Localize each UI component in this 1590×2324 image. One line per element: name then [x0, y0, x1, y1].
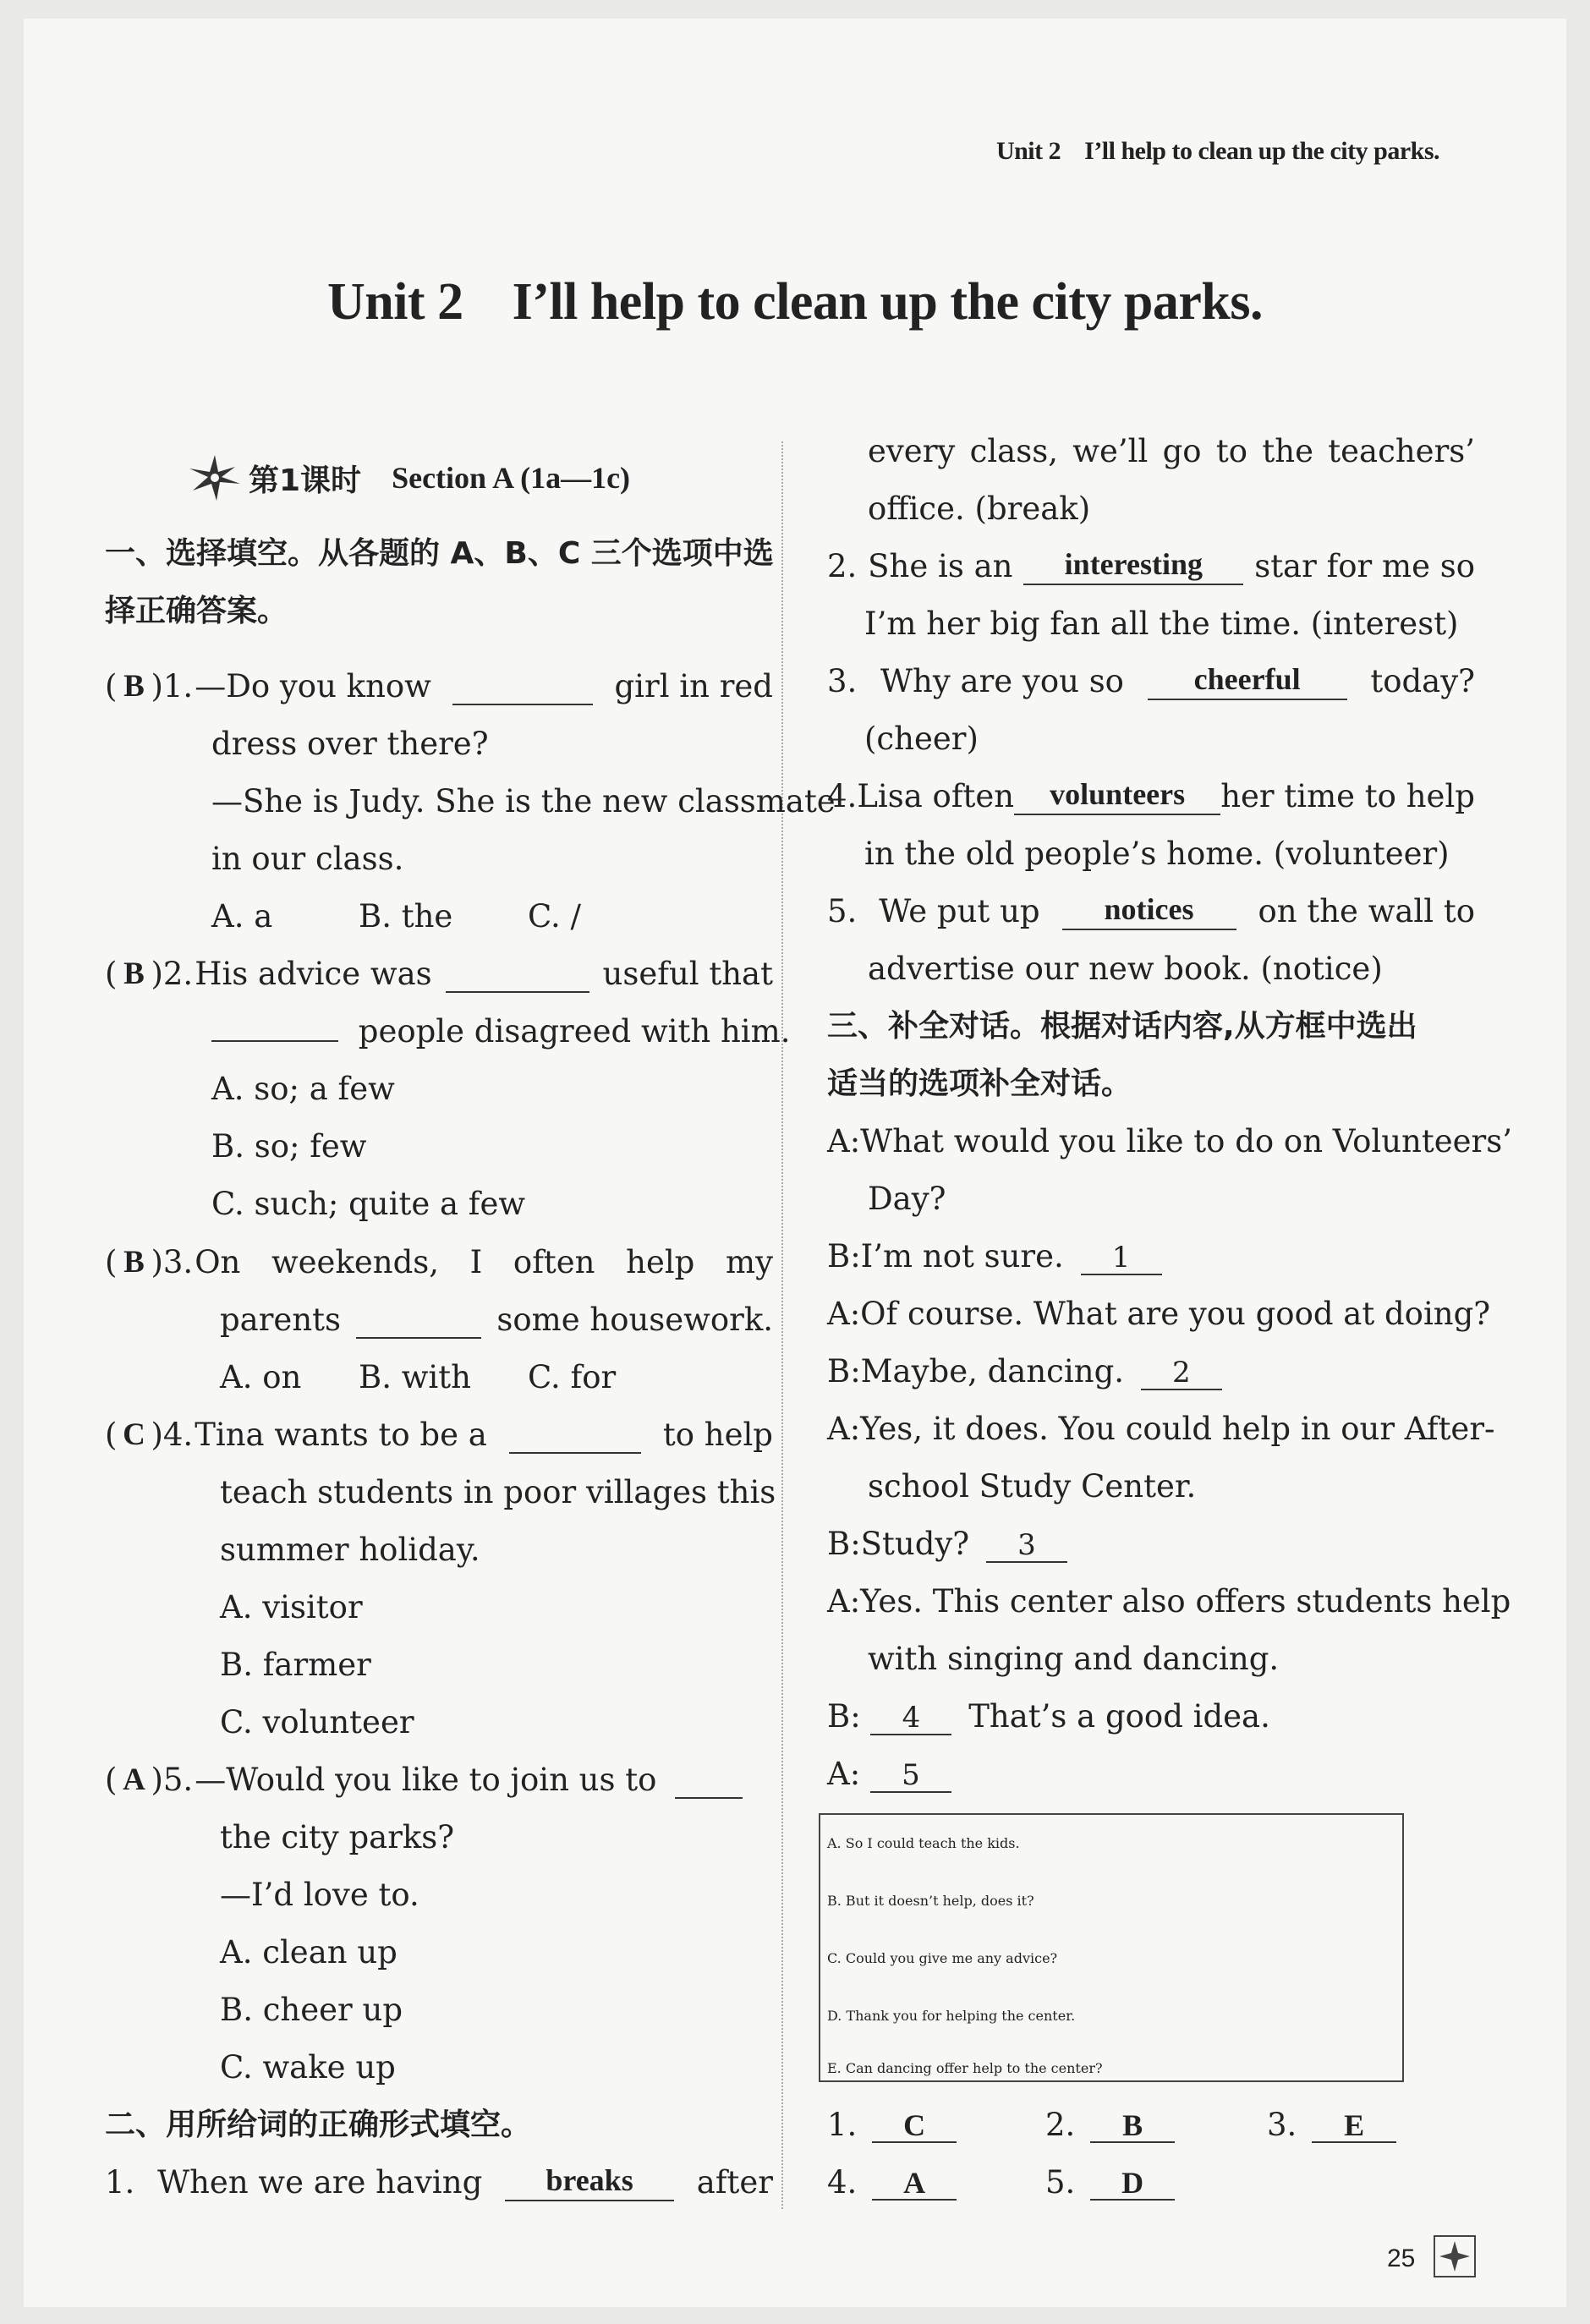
- question-5: ( A )5. —Would you like to join us to: [105, 1762, 773, 1799]
- blank-4[interactable]: [509, 1417, 641, 1454]
- question-number: 3.: [1267, 2107, 1297, 2143]
- dialogue-line: [827, 1526, 1067, 1563]
- question-number: 5.: [827, 893, 858, 929]
- option-a[interactable]: A. so; a few: [211, 1071, 395, 1107]
- text-segment: B:I’m not sure.: [827, 1238, 1064, 1274]
- text-segment: B:Study?: [827, 1526, 970, 1562]
- text-line: (cheer): [864, 721, 979, 757]
- text-segment: useful that: [602, 956, 773, 992]
- text-segment: star for me so: [1254, 548, 1475, 584]
- question-number: 1.: [105, 2164, 135, 2201]
- answer-3: B: [123, 1245, 145, 1280]
- option-c[interactable]: C. wake up: [220, 2049, 396, 2086]
- left-column: [24, 19, 836, 2307]
- dialogue-blank-2[interactable]: 2: [1141, 1357, 1222, 1390]
- dialogue-blank-5[interactable]: 5: [870, 1759, 951, 1793]
- question-2-line2: [211, 1013, 790, 1050]
- text-segment: She is an: [868, 548, 1013, 584]
- question-4-text: [195, 1417, 773, 1454]
- question-number: )5.: [151, 1762, 194, 1798]
- text-segment: some housework.: [496, 1302, 773, 1338]
- text-segment: When we are having: [157, 2164, 483, 2201]
- dialogue-line: A:Yes. This center also offers students help: [827, 1583, 1511, 1620]
- text-segment: His advice was: [195, 956, 432, 992]
- box-option-a: A. So I could teach the kids.: [827, 1835, 1020, 1851]
- text-segment: after: [696, 2164, 773, 2201]
- question-number: 1.: [827, 2107, 858, 2143]
- question-3-text: On weekends, I often help my: [195, 1244, 773, 1280]
- answer-item-1: [827, 2107, 957, 2144]
- part1-heading: 一、选择填空。从各题的 A、B、C 三个选项中选: [105, 536, 774, 571]
- fill-answer-4[interactable]: volunteers: [1014, 778, 1220, 815]
- blank-3[interactable]: [356, 1302, 481, 1339]
- text-segment: people disagreed with him.: [358, 1013, 791, 1050]
- page-corner-icon: [1433, 2234, 1477, 2278]
- text-segment: B:Maybe, dancing.: [827, 1353, 1125, 1389]
- text-segment: Tina wants to be a: [195, 1417, 487, 1453]
- dialogue-blank-3[interactable]: 3: [986, 1529, 1067, 1563]
- text-segment: Lisa often: [857, 778, 1015, 814]
- option-c[interactable]: C. /: [528, 898, 581, 935]
- dialogue-line: [827, 1756, 951, 1793]
- option-a[interactable]: A. visitor: [220, 1589, 363, 1625]
- text-segment: —Do you know: [195, 668, 431, 704]
- text-segment: Why are you so: [880, 663, 1124, 699]
- dialogue-line: [827, 1698, 1270, 1735]
- text-line: I’m her big fan all the time. (interest): [864, 606, 1459, 642]
- text-line: —I’d love to.: [220, 1877, 419, 1913]
- question-3: ( B )3. On weekends, I often help my: [105, 1244, 773, 1280]
- running-head-title: I’ll help to clean up the city parks.: [1084, 137, 1439, 165]
- option-a[interactable]: A. on: [220, 1359, 302, 1395]
- text-segment: today?: [1370, 663, 1475, 699]
- text-line: office. (break): [868, 491, 1091, 527]
- question-2-text: [195, 956, 773, 993]
- text-segment: on the wall to: [1258, 893, 1475, 929]
- box-option-b: B. But it doesn’t help, does it?: [827, 1893, 1034, 1909]
- answer-item-3: [1267, 2107, 1396, 2144]
- fill-answer-5[interactable]: notices: [1062, 893, 1236, 930]
- fill-5: [827, 893, 1475, 930]
- fill-4: [827, 778, 1475, 815]
- running-head-unit: Unit 2: [995, 137, 1061, 165]
- question-1: ( B )1. —Do you know girl in red: [105, 668, 773, 704]
- text-line: the city parks?: [220, 1819, 455, 1855]
- question-number: 4.: [827, 778, 858, 814]
- answer-blank-5[interactable]: D: [1090, 2167, 1175, 2201]
- blank-1[interactable]: [452, 668, 593, 705]
- lesson-section: Section A (1a—1c): [392, 461, 631, 495]
- blank-2b[interactable]: [211, 1040, 338, 1042]
- question-number: 3.: [827, 663, 858, 699]
- option-b[interactable]: B. cheer up: [220, 1992, 403, 2028]
- answer-5: A: [123, 1762, 145, 1797]
- text-line: dress over there?: [211, 726, 489, 762]
- dialogue-line: [827, 1238, 1162, 1275]
- text-segment: girl in red: [614, 668, 773, 704]
- text-line: in the old people’s home. (volunteer): [864, 836, 1450, 872]
- answer-2: B: [123, 956, 145, 991]
- fill-2: [827, 548, 1475, 585]
- question-number: )3.: [151, 1244, 194, 1280]
- question-2: ( B )2. His advice was useful that: [105, 956, 773, 992]
- text-segment: We put up: [879, 893, 1040, 929]
- answer-item-2: [1045, 2107, 1175, 2144]
- answer-1: B: [123, 669, 145, 704]
- dialogue-blank-1[interactable]: 1: [1081, 1241, 1162, 1275]
- option-c[interactable]: C. for: [528, 1359, 617, 1395]
- question-number: 2.: [827, 548, 858, 584]
- answer-item-5: [1045, 2164, 1175, 2201]
- fill-3: [827, 663, 1475, 700]
- answer-blank-2[interactable]: B: [1090, 2109, 1175, 2143]
- text-segment: That’s a good idea.: [968, 1698, 1270, 1735]
- dialogue-blank-4[interactable]: 4: [870, 1702, 951, 1735]
- text-line: advertise our new book. (notice): [868, 951, 1383, 987]
- part3-heading-cont: 适当的选项补全对话。: [827, 1066, 1132, 1101]
- dialogue-line: A:Of course. What are you good at doing?: [827, 1296, 1491, 1332]
- workbook-page: [24, 19, 1566, 2307]
- answer-blank-3[interactable]: E: [1312, 2109, 1396, 2143]
- answer-blank-4[interactable]: A: [872, 2167, 957, 2201]
- fill-1: [105, 2164, 773, 2201]
- dialogue-line: school Study Center.: [868, 1468, 1197, 1505]
- dialogue-line: with singing and dancing.: [868, 1641, 1280, 1677]
- answer-4: C: [123, 1417, 145, 1452]
- fill-answer-1[interactable]: breaks: [505, 2164, 674, 2201]
- option-a[interactable]: A. a: [211, 898, 273, 935]
- dialogue-line: [827, 1353, 1222, 1390]
- text-segment: A:: [827, 1756, 861, 1792]
- part2-heading: 二、用所给词的正确形式填空。: [105, 2107, 532, 2142]
- option-b[interactable]: B. with: [359, 1359, 471, 1395]
- question-number: )2.: [151, 956, 194, 992]
- text-segment: B:: [827, 1698, 861, 1735]
- options-box: [819, 1813, 1404, 2082]
- answer-item-4: [827, 2164, 957, 2201]
- box-option-e: E. Can dancing offer help to the center?: [827, 2060, 1103, 2076]
- lesson-label: 第1课时: [249, 463, 362, 498]
- text-line: —She is Judy. She is the new classmate: [211, 783, 836, 819]
- question-number: 4.: [827, 2164, 858, 2201]
- text-segment: to help: [662, 1417, 773, 1453]
- dialogue-line: Day?: [868, 1181, 946, 1217]
- option-b[interactable]: B. so; few: [211, 1128, 367, 1165]
- text-line: summer holiday.: [220, 1532, 480, 1568]
- text-segment: parents: [220, 1302, 342, 1338]
- question-3-line2: [220, 1302, 773, 1339]
- box-option-c: C. Could you give me any advice?: [827, 1950, 1058, 1966]
- title-unit: Unit 2: [326, 273, 463, 331]
- blank-2a[interactable]: [446, 956, 589, 993]
- question-1-text: [195, 668, 773, 705]
- blank-5[interactable]: [675, 1762, 743, 1799]
- fill-answer-3[interactable]: cheerful: [1148, 663, 1347, 700]
- option-a[interactable]: A. clean up: [220, 1934, 398, 1970]
- fill-answer-2[interactable]: interesting: [1023, 548, 1243, 585]
- dialogue-line: A:Yes, it does. You could help in our After-: [827, 1411, 1495, 1447]
- answer-blank-1[interactable]: C: [872, 2109, 957, 2143]
- text-line: teach students in poor villages this: [220, 1474, 776, 1510]
- question-number: 2.: [1045, 2107, 1076, 2143]
- dialogue-line: A:What would you like to do on Volunteers’: [827, 1123, 1512, 1159]
- question-4: ( C )4. Tina wants to be a to help: [105, 1417, 773, 1453]
- text-line: every class, we’ll go to the teachers’: [868, 433, 1475, 469]
- option-c[interactable]: C. such; quite a few: [211, 1186, 526, 1222]
- page-number: 25: [1387, 2245, 1416, 2272]
- text-segment: her time to help: [1220, 778, 1475, 814]
- question-5-text: —Would you like to join us to: [195, 1762, 657, 1798]
- option-b[interactable]: B. the: [359, 898, 453, 935]
- question-number: )1.: [151, 668, 194, 704]
- question-number: 5.: [1045, 2164, 1076, 2201]
- part3-heading: 三、补全对话。根据对话内容,从方框中选出: [827, 1009, 1417, 1044]
- box-option-d: D. Thank you for helping the center.: [827, 2008, 1076, 2024]
- option-b[interactable]: B. farmer: [220, 1647, 371, 1683]
- text-line: in our class.: [211, 841, 404, 877]
- option-c[interactable]: C. volunteer: [220, 1704, 414, 1740]
- part1-heading-cont: 择正确答案。: [105, 594, 288, 628]
- question-number: )4.: [151, 1417, 194, 1453]
- title-text: I’ll help to clean up the city parks.: [512, 273, 1264, 331]
